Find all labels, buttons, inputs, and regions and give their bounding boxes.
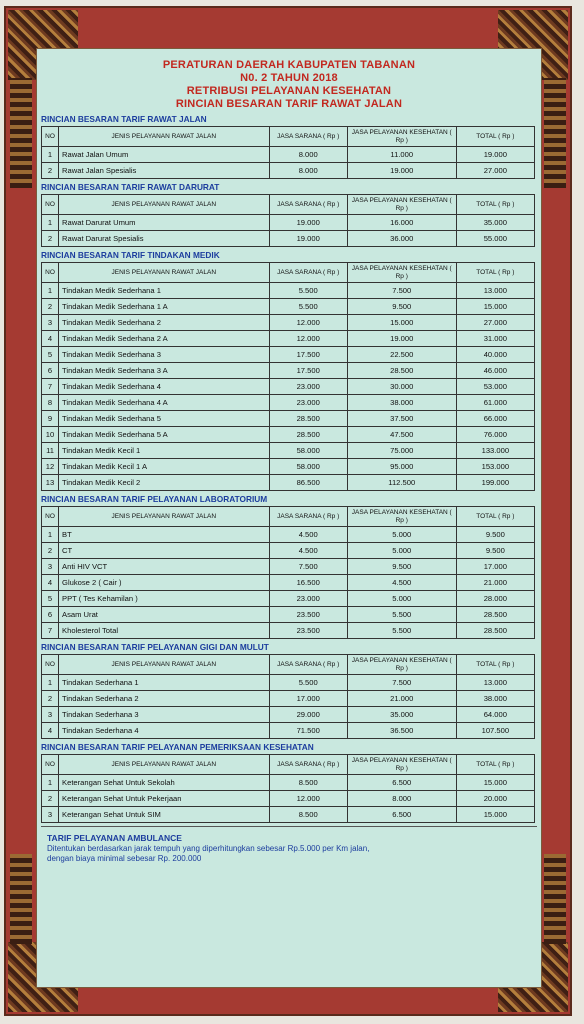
cell-name: Tindakan Medik Sederhana 3 A [59,363,270,379]
cell-name: PPT ( Tes Kehamilan ) [59,591,270,607]
column-header-name: JENIS PELAYANAN RAWAT JALAN [59,263,270,283]
ornament-side-bottom-left [10,854,32,944]
cell-name: Tindakan Sederhana 1 [59,675,270,691]
cell-sarana: 4.500 [269,527,347,543]
cell-sarana: 5.500 [269,283,347,299]
ornament-side-bottom-right [544,854,566,944]
tariff-board [36,48,542,988]
cell-sarana: 58.000 [269,443,347,459]
column-header-pelayanan: JASA PELAYANAN KESEHATAN ( Rp ) [347,127,456,147]
tariff-table [41,654,535,739]
cell-total: 76.000 [456,427,534,443]
cell-total: 19.000 [456,147,534,163]
cell-no: 7 [42,623,59,639]
cell-name: Tindakan Medik Sederhana 5 A [59,427,270,443]
column-header-no: NO [42,263,59,283]
cell-sarana: 29.000 [269,707,347,723]
table-row [42,775,535,791]
cell-total: 199.000 [456,475,534,491]
cell-sarana: 17.000 [269,691,347,707]
table-row [42,623,535,639]
table-row [42,707,535,723]
cell-sarana: 19.000 [269,215,347,231]
table-row [42,691,535,707]
cell-name: Tindakan Medik Sederhana 5 [59,411,270,427]
cell-sarana: 86.500 [269,475,347,491]
column-header-total: TOTAL ( Rp ) [456,195,534,215]
tariff-table [41,506,535,639]
cell-name: Tindakan Medik Sederhana 2 A [59,331,270,347]
table-row [42,607,535,623]
cell-no: 3 [42,315,59,331]
column-header-name: JENIS PELAYANAN RAWAT JALAN [59,507,270,527]
ornament-side-left [10,78,32,188]
cell-total: 107.500 [456,723,534,739]
cell-total: 133.000 [456,443,534,459]
cell-pelayanan: 6.500 [347,775,456,791]
cell-name: Tindakan Medik Sederhana 2 [59,315,270,331]
table-row [42,147,535,163]
column-header-no: NO [42,195,59,215]
cell-sarana: 28.500 [269,411,347,427]
table-row [42,575,535,591]
cell-name: Rawat Jalan Spesialis [59,163,270,179]
cell-pelayanan: 36.000 [347,231,456,247]
cell-total: 31.000 [456,331,534,347]
cell-total: 35.000 [456,215,534,231]
cell-sarana: 17.500 [269,363,347,379]
cell-total: 27.000 [456,315,534,331]
column-header-pelayanan: JASA PELAYANAN KESEHATAN ( Rp ) [347,755,456,775]
table-row [42,283,535,299]
section-title: RINCIAN BESARAN TARIF PELAYANAN GIGI DAN MULUT [41,642,269,652]
divider [41,826,537,827]
column-header-no: NO [42,507,59,527]
table-row [42,315,535,331]
cell-no: 3 [42,807,59,823]
cell-name: Tindakan Medik Sederhana 1 [59,283,270,299]
header-line-2: N0. 2 TAHUN 2018 [240,72,338,84]
cell-pelayanan: 21.000 [347,691,456,707]
cell-pelayanan: 5.500 [347,607,456,623]
board-header [37,59,541,111]
cell-name: Anti HIV VCT [59,559,270,575]
cell-pelayanan: 36.500 [347,723,456,739]
cell-sarana: 28.500 [269,427,347,443]
cell-total: 9.500 [456,543,534,559]
column-header-pelayanan: JASA PELAYANAN KESEHATAN ( Rp ) [347,195,456,215]
signboard-frame [4,6,572,1016]
column-header-pelayanan: JASA PELAYANAN KESEHATAN ( Rp ) [347,507,456,527]
cell-no: 1 [42,775,59,791]
cell-pelayanan: 38.000 [347,395,456,411]
cell-no: 2 [42,791,59,807]
ambulance-text-1: Ditentukan berdasarkan jarak tempuh yang diperhitungkan sebesar Rp.5.000 per Km jalan, [47,844,370,853]
cell-pelayanan: 5.000 [347,543,456,559]
column-header-total: TOTAL ( Rp ) [456,507,534,527]
cell-sarana: 23.000 [269,395,347,411]
cell-pelayanan: 28.500 [347,363,456,379]
cell-total: 46.000 [456,363,534,379]
cell-total: 53.000 [456,379,534,395]
cell-sarana: 16.500 [269,575,347,591]
cell-total: 21.000 [456,575,534,591]
cell-pelayanan: 5.500 [347,623,456,639]
cell-pelayanan: 11.000 [347,147,456,163]
cell-no: 6 [42,363,59,379]
cell-sarana: 23.500 [269,607,347,623]
cell-name: Kholesterol Total [59,623,270,639]
cell-no: 2 [42,231,59,247]
cell-sarana: 12.000 [269,791,347,807]
section-title: RINCIAN BESARAN TARIF PELAYANAN LABORATORIUM [41,494,268,504]
cell-total: 38.000 [456,691,534,707]
section-title: RINCIAN BESARAN TARIF PELAYANAN PEMERIKSAAN KESEHATAN [41,742,314,752]
cell-no: 1 [42,283,59,299]
cell-total: 55.000 [456,231,534,247]
table-row [42,591,535,607]
cell-name: Tindakan Sederhana 2 [59,691,270,707]
column-header-sarana: JASA SARANA ( Rp ) [269,127,347,147]
column-header-pelayanan: JASA PELAYANAN KESEHATAN ( Rp ) [347,263,456,283]
cell-pelayanan: 5.000 [347,527,456,543]
cell-name: Tindakan Sederhana 3 [59,707,270,723]
cell-total: 9.500 [456,527,534,543]
cell-no: 12 [42,459,59,475]
column-header-sarana: JASA SARANA ( Rp ) [269,263,347,283]
cell-name: CT [59,543,270,559]
cell-name: Keterangan Sehat Untuk Sekolah [59,775,270,791]
cell-total: 28.500 [456,607,534,623]
cell-sarana: 17.500 [269,347,347,363]
cell-sarana: 12.000 [269,315,347,331]
cell-total: 66.000 [456,411,534,427]
cell-pelayanan: 95.000 [347,459,456,475]
cell-name: Rawat Jalan Umum [59,147,270,163]
column-header-name: JENIS PELAYANAN RAWAT JALAN [59,195,270,215]
cell-no: 5 [42,347,59,363]
table-row [42,299,535,315]
cell-total: 61.000 [456,395,534,411]
cell-sarana: 23.500 [269,623,347,639]
cell-pelayanan: 112.500 [347,475,456,491]
table-row [42,791,535,807]
cell-pelayanan: 6.500 [347,807,456,823]
cell-pelayanan: 16.000 [347,215,456,231]
cell-pelayanan: 75.000 [347,443,456,459]
tariff-table [41,194,535,247]
column-header-no: NO [42,655,59,675]
column-header-name: JENIS PELAYANAN RAWAT JALAN [59,655,270,675]
cell-pelayanan: 37.500 [347,411,456,427]
table-row [42,363,535,379]
ambulance-title: TARIF PELAYANAN AMBULANCE [47,833,182,843]
cell-sarana: 12.000 [269,331,347,347]
cell-total: 153.000 [456,459,534,475]
header-line-4: RINCIAN BESARAN TARIF RAWAT JALAN [175,98,403,110]
table-header-row [42,263,535,283]
cell-sarana: 5.500 [269,675,347,691]
cell-pelayanan: 7.500 [347,675,456,691]
cell-total: 13.000 [456,675,534,691]
cell-no: 8 [42,395,59,411]
cell-sarana: 19.000 [269,231,347,247]
table-row [42,163,535,179]
cell-name: Asam Urat [59,607,270,623]
cell-no: 2 [42,163,59,179]
tariff-sections [37,114,541,823]
cell-name: Tindakan Medik Sederhana 4 A [59,395,270,411]
cell-sarana: 23.000 [269,379,347,395]
cell-name: Keterangan Sehat Untuk SIM [59,807,270,823]
table-row [42,675,535,691]
cell-no: 5 [42,591,59,607]
tariff-table [41,262,535,491]
section-title: RINCIAN BESARAN TARIF RAWAT JALAN [41,114,207,124]
cell-name: Keterangan Sehat Untuk Pekerjaan [59,791,270,807]
cell-pelayanan: 15.000 [347,315,456,331]
cell-no: 13 [42,475,59,491]
cell-total: 27.000 [456,163,534,179]
cell-no: 4 [42,575,59,591]
section-title: RINCIAN BESARAN TARIF TINDAKAN MEDIK [41,250,220,260]
cell-total: 64.000 [456,707,534,723]
cell-sarana: 5.500 [269,299,347,315]
table-header-row [42,195,535,215]
cell-no: 3 [42,559,59,575]
table-row [42,395,535,411]
cell-name: Tindakan Sederhana 4 [59,723,270,739]
cell-total: 20.000 [456,791,534,807]
table-header-row [42,127,535,147]
cell-name: Tindakan Medik Sederhana 3 [59,347,270,363]
cell-name: Tindakan Medik Kecil 1 [59,443,270,459]
cell-sarana: 58.000 [269,459,347,475]
table-header-row [42,655,535,675]
cell-pelayanan: 7.500 [347,283,456,299]
cell-pelayanan: 22.500 [347,347,456,363]
cell-total: 13.000 [456,283,534,299]
cell-total: 28.500 [456,623,534,639]
cell-sarana: 8.000 [269,163,347,179]
cell-sarana: 7.500 [269,559,347,575]
cell-pelayanan: 19.000 [347,163,456,179]
cell-total: 15.000 [456,807,534,823]
table-row [42,231,535,247]
cell-total: 40.000 [456,347,534,363]
cell-no: 1 [42,147,59,163]
cell-pelayanan: 47.500 [347,427,456,443]
column-header-name: JENIS PELAYANAN RAWAT JALAN [59,127,270,147]
cell-total: 17.000 [456,559,534,575]
cell-pelayanan: 30.000 [347,379,456,395]
table-row [42,443,535,459]
table-header-row [42,755,535,775]
column-header-sarana: JASA SARANA ( Rp ) [269,655,347,675]
tariff-table [41,754,535,823]
cell-no: 1 [42,527,59,543]
cell-no: 2 [42,691,59,707]
tariff-table [41,126,535,179]
cell-sarana: 4.500 [269,543,347,559]
table-row [42,723,535,739]
cell-sarana: 23.000 [269,591,347,607]
column-header-sarana: JASA SARANA ( Rp ) [269,755,347,775]
cell-sarana: 8.000 [269,147,347,163]
cell-pelayanan: 19.000 [347,331,456,347]
cell-name: Glukose 2 ( Cair ) [59,575,270,591]
ambulance-text-2: dengan biaya minimal sebesar Rp. 200.000 [47,854,202,863]
column-header-total: TOTAL ( Rp ) [456,127,534,147]
cell-total: 28.000 [456,591,534,607]
cell-pelayanan: 8.000 [347,791,456,807]
cell-no: 1 [42,675,59,691]
column-header-total: TOTAL ( Rp ) [456,755,534,775]
cell-no: 10 [42,427,59,443]
table-row [42,411,535,427]
cell-pelayanan: 9.500 [347,299,456,315]
cell-no: 2 [42,299,59,315]
cell-name: Tindakan Medik Kecil 2 [59,475,270,491]
column-header-no: NO [42,755,59,775]
column-header-total: TOTAL ( Rp ) [456,655,534,675]
table-row [42,807,535,823]
cell-no: 4 [42,723,59,739]
header-line-1: PERATURAN DAERAH KABUPATEN TABANAN [162,59,416,71]
table-header-row [42,507,535,527]
table-row [42,427,535,443]
cell-no: 11 [42,443,59,459]
cell-no: 9 [42,411,59,427]
column-header-name: JENIS PELAYANAN RAWAT JALAN [59,755,270,775]
cell-sarana: 8.500 [269,807,347,823]
cell-no: 4 [42,331,59,347]
header-line-3: RETRIBUSI PELAYANAN KESEHATAN [186,85,392,97]
column-header-sarana: JASA SARANA ( Rp ) [269,507,347,527]
cell-no: 2 [42,543,59,559]
cell-total: 15.000 [456,299,534,315]
cell-name: Tindakan Medik Sederhana 4 [59,379,270,395]
column-header-total: TOTAL ( Rp ) [456,263,534,283]
cell-no: 7 [42,379,59,395]
column-header-sarana: JASA SARANA ( Rp ) [269,195,347,215]
table-row [42,475,535,491]
column-header-pelayanan: JASA PELAYANAN KESEHATAN ( Rp ) [347,655,456,675]
cell-name: BT [59,527,270,543]
cell-no: 3 [42,707,59,723]
ornament-side-right [544,78,566,188]
cell-no: 6 [42,607,59,623]
cell-pelayanan: 4.500 [347,575,456,591]
section-title: RINCIAN BESARAN TARIF RAWAT DARURAT [41,182,220,192]
column-header-no: NO [42,127,59,147]
table-row [42,559,535,575]
cell-no: 1 [42,215,59,231]
cell-sarana: 8.500 [269,775,347,791]
table-row [42,331,535,347]
cell-name: Rawat Darurat Spesialis [59,231,270,247]
table-row [42,347,535,363]
cell-pelayanan: 5.000 [347,591,456,607]
table-row [42,527,535,543]
table-row [42,379,535,395]
cell-name: Tindakan Medik Sederhana 1 A [59,299,270,315]
cell-name: Rawat Darurat Umum [59,215,270,231]
table-row [42,459,535,475]
cell-total: 15.000 [456,775,534,791]
cell-pelayanan: 9.500 [347,559,456,575]
table-row [42,543,535,559]
cell-sarana: 71.500 [269,723,347,739]
cell-pelayanan: 35.000 [347,707,456,723]
table-row [42,215,535,231]
cell-name: Tindakan Medik Kecil 1 A [59,459,270,475]
